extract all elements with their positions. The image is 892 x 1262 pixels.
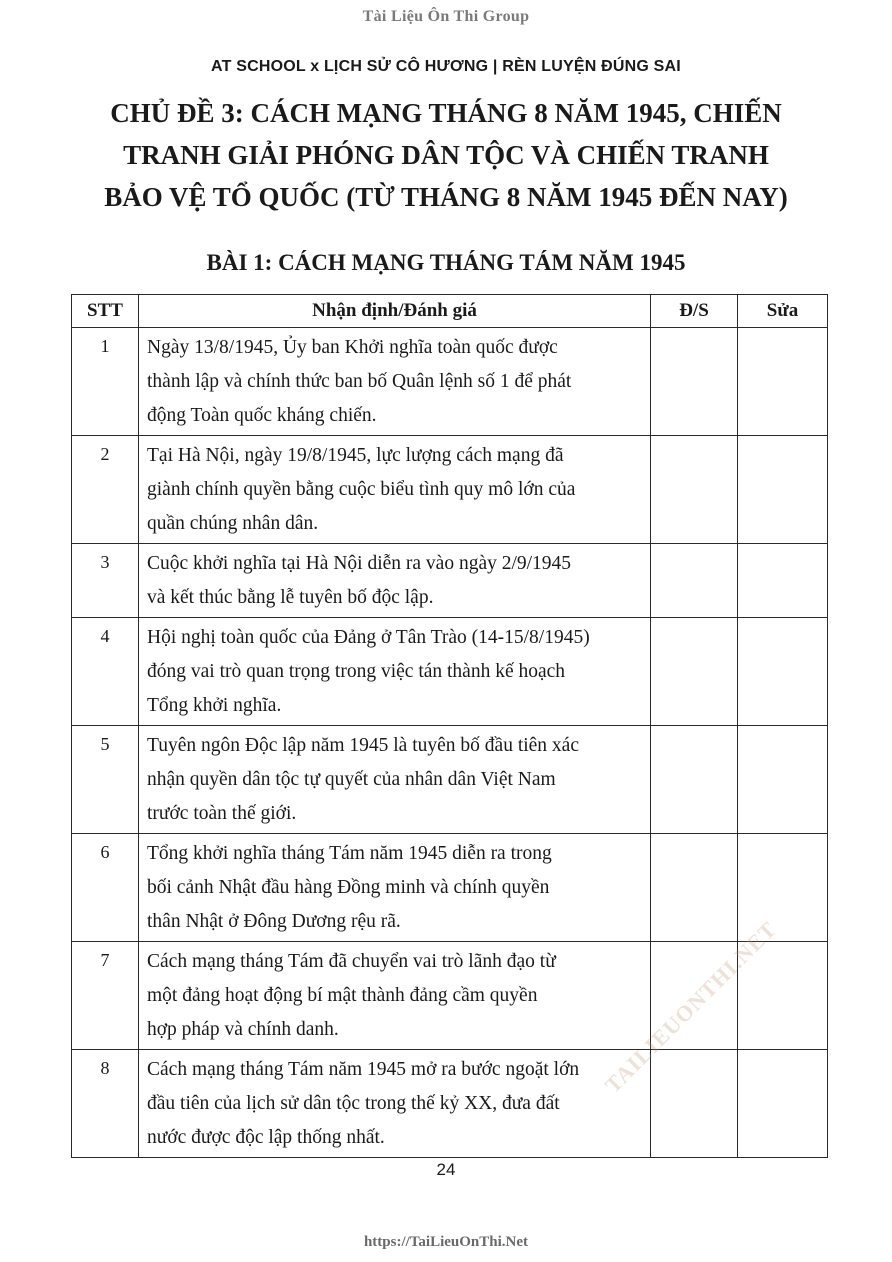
statement-line: Tại Hà Nội, ngày 19/8/1945, lực lượng cách mạng đã [147,445,564,466]
correction-cell[interactable] [738,436,828,544]
true-false-answer-cell[interactable] [651,726,738,834]
column-header-stt: STT [72,295,139,328]
statement-line: động Toàn quốc kháng chiến. [147,405,377,426]
statement-cell [139,618,651,726]
statement-line: nhận quyền dân tộc tự quyết của nhân dân Việt Nam [147,769,556,790]
column-header-correction: Sửa [738,295,828,328]
correction-cell[interactable] [738,726,828,834]
row-number: 8 [72,1050,139,1158]
statement-line: Tổng khởi nghĩa tháng Tám năm 1945 diễn ra trong [147,843,552,864]
series-title: AT SCHOOL x LỊCH SỬ CÔ HƯƠNG | RÈN LUYỆN ĐÚNG SAI [211,58,681,75]
true-false-answer-cell[interactable] [651,834,738,942]
statement-cell [139,328,651,436]
true-false-answer-cell[interactable] [651,328,738,436]
statement-line: đóng vai trò quan trọng trong việc tán thành kế hoạch [147,661,566,682]
statement-line: trước toàn thế giới. [147,803,297,824]
table-row [72,618,828,726]
statement-cell [139,436,651,544]
lesson-title: BÀI 1: CÁCH MẠNG THÁNG TÁM NĂM 1945 [206,250,686,275]
page-number: 24 [436,1160,456,1179]
correction-cell[interactable] [738,618,828,726]
watermark: TAILIEUONTHI.NET [600,916,782,1098]
statement-line: thân Nhật ở Đông Dương rệu rã. [147,911,401,932]
chapter-title-line-2: TRANH GIẢI PHÓNG DÂN TỘC VÀ CHIẾN TRANH [123,140,769,170]
footer-url[interactable]: https://TaiLieuOnThi.Net [363,1234,529,1250]
table-row [72,726,828,834]
statement-cell [139,726,651,834]
statement-cell [139,544,651,618]
statement-line: thành lập và chính thức ban bố Quân lệnh số 1 để phát [147,371,572,392]
statement-line: và kết thúc bằng lễ tuyên bố độc lập. [147,587,434,608]
true-false-answer-cell[interactable] [651,1050,738,1158]
table-row [72,436,828,544]
table-header-row [72,295,828,328]
correction-cell[interactable] [738,1050,828,1158]
statement-line: Hội nghị toàn quốc của Đảng ở Tân Trào (14-15/8/1945) [147,627,590,648]
true-false-answer-cell[interactable] [651,544,738,618]
statement-cell [139,942,651,1050]
row-number: 7 [72,942,139,1050]
row-number: 1 [72,328,139,436]
chapter-title-line-3: BẢO VỆ TỔ QUỐC (TỪ THÁNG 8 NĂM 1945 ĐẾN NAY) [104,182,788,212]
statement-line: Cách mạng tháng Tám năm 1945 mở ra bước ngoặt lớn [147,1059,580,1080]
table-row [72,544,828,618]
table-row [72,1050,828,1158]
statement-line: Cách mạng tháng Tám đã chuyển vai trò lãnh đạo từ [147,951,556,972]
column-header-statement: Nhận định/Đánh giá [139,295,651,328]
column-header-true-false: Đ/S [651,295,738,328]
statement-line: Tuyên ngôn Độc lập năm 1945 là tuyên bố đầu tiên xác [147,735,579,756]
true-false-answer-cell[interactable] [651,618,738,726]
correction-cell[interactable] [738,328,828,436]
row-number: 6 [72,834,139,942]
true-false-answer-cell[interactable] [651,436,738,544]
statement-line: nước được độc lập thống nhất. [147,1127,385,1148]
table-row [72,328,828,436]
statement-line: đầu tiên của lịch sử dân tộc trong thế kỷ XX, đưa đất [147,1093,560,1114]
table-body [72,328,828,1158]
chapter-title [60,92,832,218]
statement-cell [139,834,651,942]
row-number: 3 [72,544,139,618]
statement-line: một đảng hoạt động bí mật thành đảng cầm quyền [147,985,538,1006]
correction-cell[interactable] [738,544,828,618]
row-number: 2 [72,436,139,544]
statement-line: Tổng khởi nghĩa. [147,695,282,716]
statement-line: Cuộc khởi nghĩa tại Hà Nội diễn ra vào ngày 2/9/1945 [147,553,572,574]
chapter-title-line-1: CHỦ ĐỀ 3: CÁCH MẠNG THÁNG 8 NĂM 1945, CHIẾN [110,98,782,128]
statement-cell [139,1050,651,1158]
statement-line: hợp pháp và chính danh. [147,1019,339,1040]
row-number: 5 [72,726,139,834]
statement-line: Ngày 13/8/1945, Ủy ban Khởi nghĩa toàn quốc được [147,337,558,358]
statement-line: quần chúng nhân dân. [147,513,319,534]
brand-header: Tài Liệu Ôn Thi Group [362,8,530,25]
table-row [72,834,828,942]
statement-line: bối cảnh Nhật đầu hàng Đồng minh và chính quyền [147,877,550,898]
row-number: 4 [72,618,139,726]
statement-line: giành chính quyền bằng cuộc biểu tình quy mô lớn của [147,479,576,500]
true-false-table [71,294,828,1158]
